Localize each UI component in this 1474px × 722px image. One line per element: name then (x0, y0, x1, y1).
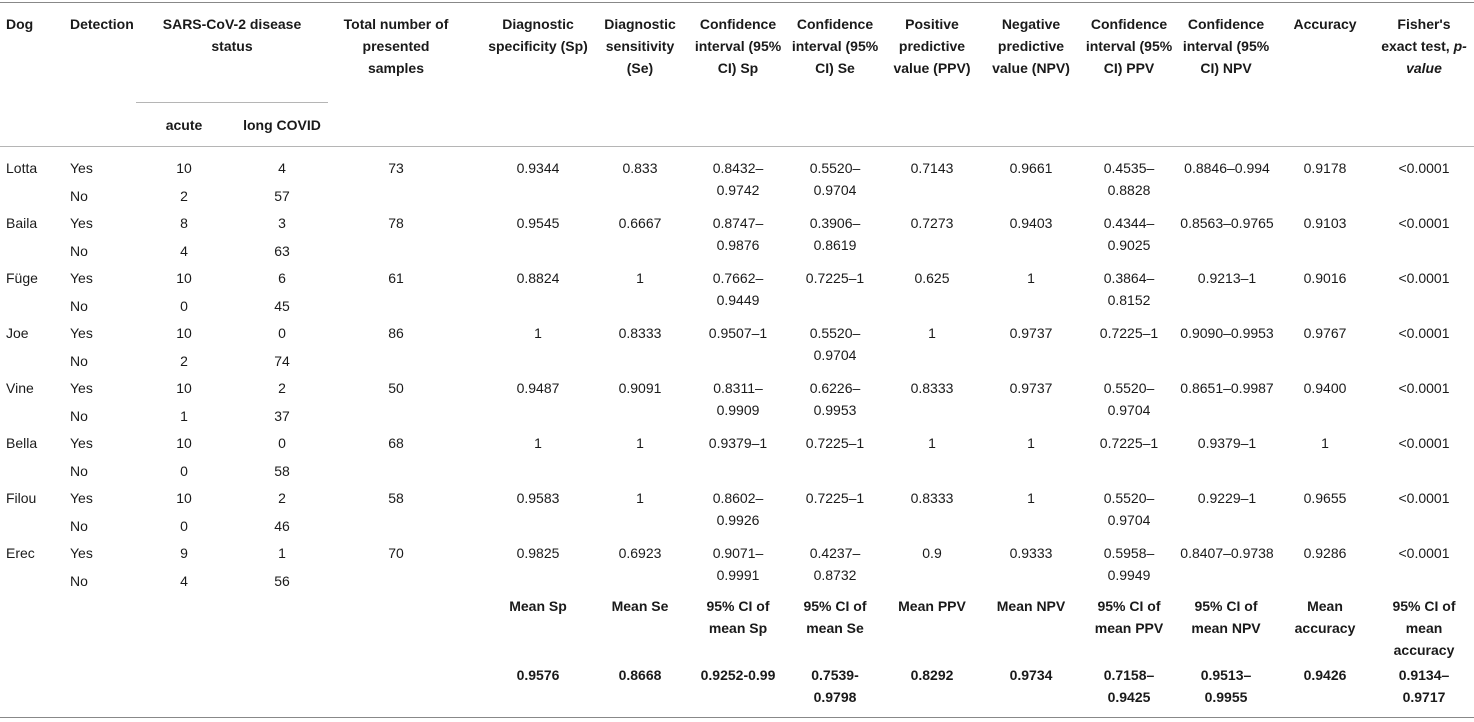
detection-no: No (70, 518, 88, 534)
dog-name: Joe (6, 325, 29, 341)
cell-ppv: 0.9 (922, 545, 942, 561)
header-ci-ppv: Confidence interval (95% CI) PPV (1085, 16, 1173, 76)
cell-ppv: 1 (928, 435, 936, 451)
cell-se: 0.9091 (618, 380, 662, 396)
cell-ppv: 0.625 (914, 270, 950, 286)
cell-total: 73 (388, 160, 404, 176)
cell-p: <0.0001 (1398, 490, 1450, 506)
cell-sp: 0.9487 (516, 380, 560, 396)
cell-ppv: 0.8333 (910, 380, 954, 396)
cell-sp: 0.9825 (516, 545, 560, 561)
cell-sp: 0.8824 (516, 270, 560, 286)
detection-no: No (70, 353, 88, 369)
cell-ppv: 0.7273 (910, 215, 954, 231)
cell-ci-sp: 0.7662–0.9449 (712, 270, 764, 308)
yes-acute-count: 10 (176, 490, 192, 506)
cell-se: 0.8333 (618, 325, 662, 341)
no-long-covid-count: 58 (274, 463, 290, 479)
cell-se: 1 (636, 490, 644, 506)
yes-long-covid-count: 6 (278, 270, 286, 286)
cell-se: 1 (636, 270, 644, 286)
cell-total: 50 (388, 380, 404, 396)
cell-ci-se: 0.7225–1 (805, 490, 865, 506)
no-acute-count: 2 (180, 188, 188, 204)
cell-se: 0.833 (622, 160, 658, 176)
cell-total: 58 (388, 490, 404, 506)
cell-npv: 1 (1027, 270, 1035, 286)
cell-ci-ppv: 0.5520–0.9704 (1103, 380, 1155, 418)
dog-name: Erec (6, 545, 35, 561)
yes-long-covid-count: 1 (278, 545, 286, 561)
cell-acc: 0.9103 (1303, 215, 1347, 231)
header-dog: Dog (6, 16, 34, 32)
summary-value-ci-accuracy: 0.9134–0.9717 (1398, 667, 1450, 705)
header-fisher-p: p-value (1406, 38, 1467, 76)
no-acute-count: 0 (180, 463, 188, 479)
detection-no: No (70, 463, 88, 479)
cell-se: 0.6667 (618, 215, 662, 231)
cell-ppv: 0.8333 (910, 490, 954, 506)
detection-no: No (70, 408, 88, 424)
summary-header-ci-npv: 95% CI of mean NPV (1191, 598, 1261, 636)
cell-acc: 1 (1321, 435, 1329, 451)
detection-no: No (70, 298, 88, 314)
detection-yes: Yes (70, 215, 93, 231)
cell-npv: 0.9737 (1009, 380, 1053, 396)
header-ci-se: Confidence interval (95% CI) Se (791, 16, 879, 76)
summary-header-npv: Mean NPV (996, 598, 1066, 614)
table-bottom-rule (0, 717, 1474, 718)
header-sp: Diagnostic specificity (Sp) (488, 16, 588, 54)
summary-header-ci-se: 95% CI of mean Se (803, 598, 867, 636)
header-npv: Negative predictive value (NPV) (992, 16, 1070, 76)
detection-yes: Yes (70, 380, 93, 396)
summary-value-npv: 0.9734 (1009, 667, 1053, 683)
yes-acute-count: 10 (176, 325, 192, 341)
cell-p: <0.0001 (1398, 545, 1450, 561)
yes-acute-count: 10 (176, 160, 192, 176)
cell-ci-npv: 0.8846–0.994 (1184, 160, 1270, 176)
cell-ci-se: 0.5520–0.9704 (809, 325, 861, 363)
cell-ppv: 1 (928, 325, 936, 341)
header-ppv: Positive predictive value (PPV) (893, 16, 971, 76)
yes-acute-count: 10 (176, 270, 192, 286)
no-acute-count: 4 (180, 573, 188, 589)
cell-ci-npv: 0.8563–0.9765 (1180, 215, 1274, 231)
dog-name: Lotta (6, 160, 38, 176)
cell-total: 61 (388, 270, 404, 286)
summary-value-ci-ppv: 0.7158–0.9425 (1103, 667, 1155, 705)
summary-value-ci-se: 0.7539-0.9798 (811, 667, 859, 705)
cell-ci-sp: 0.9071–0.9991 (712, 545, 764, 583)
cell-npv: 0.9737 (1009, 325, 1053, 341)
no-long-covid-count: 74 (274, 353, 290, 369)
header-total: Total number of presented samples (343, 16, 449, 76)
no-long-covid-count: 37 (274, 408, 290, 424)
cell-ci-npv: 0.8651–0.9987 (1180, 380, 1274, 396)
header-accuracy: Accuracy (1293, 16, 1357, 32)
summary-value-ppv: 0.8292 (910, 667, 954, 683)
cell-p: <0.0001 (1398, 215, 1450, 231)
header-se: Diagnostic sensitivity (Se) (604, 16, 676, 76)
no-long-covid-count: 45 (274, 298, 290, 314)
yes-acute-count: 10 (176, 380, 192, 396)
detection-yes: Yes (70, 270, 93, 286)
cell-acc: 0.9178 (1303, 160, 1347, 176)
cell-npv: 0.9333 (1009, 545, 1053, 561)
cell-ci-sp: 0.8432–0.9742 (712, 160, 764, 198)
cell-p: <0.0001 (1398, 380, 1450, 396)
cell-sp: 0.9583 (516, 490, 560, 506)
detection-yes: Yes (70, 545, 93, 561)
yes-long-covid-count: 4 (278, 160, 286, 176)
summary-header-ppv: Mean PPV (898, 598, 966, 614)
cell-npv: 0.9403 (1009, 215, 1053, 231)
table-top-rule (0, 2, 1474, 3)
header-ci-sp: Confidence interval (95% CI) Sp (694, 16, 782, 76)
cell-p: <0.0001 (1398, 160, 1450, 176)
detection-yes: Yes (70, 325, 93, 341)
cell-acc: 0.9400 (1303, 380, 1347, 396)
header-long-covid: long COVID (243, 117, 321, 133)
detection-yes: Yes (70, 160, 93, 176)
cell-npv: 0.9661 (1009, 160, 1053, 176)
cell-ci-ppv: 0.3864–0.8152 (1103, 270, 1155, 308)
cell-acc: 0.9016 (1303, 270, 1347, 286)
summary-value-sp: 0.9576 (516, 667, 560, 683)
cell-ci-ppv: 0.7225–1 (1099, 325, 1159, 341)
cell-total: 68 (388, 435, 404, 451)
cell-ppv: 0.7143 (910, 160, 954, 176)
summary-value-ci-sp: 0.9252-0.99 (700, 667, 776, 683)
summary-value-ci-npv: 0.9513–0.9955 (1200, 667, 1252, 705)
cell-total: 70 (388, 545, 404, 561)
yes-long-covid-count: 2 (278, 380, 286, 396)
cell-p: <0.0001 (1398, 435, 1450, 451)
summary-value-se: 0.8668 (618, 667, 662, 683)
detection-no: No (70, 573, 88, 589)
dog-name: Vine (6, 380, 34, 396)
header-acute: acute (165, 117, 203, 133)
dog-name: Baila (6, 215, 38, 231)
no-long-covid-count: 56 (274, 573, 290, 589)
cell-se: 0.6923 (618, 545, 662, 561)
cell-ci-sp: 0.8311–0.9909 (713, 380, 763, 418)
no-acute-count: 2 (180, 353, 188, 369)
cell-acc: 0.9655 (1303, 490, 1347, 506)
no-acute-count: 0 (180, 518, 188, 534)
detection-no: No (70, 188, 88, 204)
cell-sp: 0.9545 (516, 215, 560, 231)
dog-name: Füge (6, 270, 38, 286)
summary-header-sp: Mean Sp (509, 598, 567, 614)
no-long-covid-count: 63 (274, 243, 290, 259)
header-fisher-text: Fisher's exact test, (1381, 16, 1451, 54)
cell-ci-sp: 0.8602–0.9926 (712, 490, 764, 528)
cell-ci-se: 0.6226–0.9953 (809, 380, 861, 418)
detection-yes: Yes (70, 435, 93, 451)
summary-header-accuracy: Mean accuracy (1294, 598, 1356, 636)
dog-name: Bella (6, 435, 38, 451)
summary-value-accuracy: 0.9426 (1303, 667, 1347, 683)
cell-acc: 0.9767 (1303, 325, 1347, 341)
status-subheader-rule (136, 102, 328, 103)
cell-ci-npv: 0.9090–0.9953 (1180, 325, 1274, 341)
cell-ci-npv: 0.9213–1 (1197, 270, 1257, 286)
summary-header-ci-ppv: 95% CI of mean PPV (1094, 598, 1164, 636)
cell-ci-se: 0.4237–0.8732 (809, 545, 861, 583)
header-bottom-rule (0, 146, 1474, 147)
no-acute-count: 1 (180, 408, 188, 424)
cell-ci-se: 0.7225–1 (805, 270, 865, 286)
cell-ci-se: 0.7225–1 (805, 435, 865, 451)
cell-ci-ppv: 0.5958–0.9949 (1103, 545, 1155, 583)
cell-acc: 0.9286 (1303, 545, 1347, 561)
cell-ci-se: 0.3906–0.8619 (809, 215, 861, 253)
header-fisher (1378, 13, 1470, 79)
yes-long-covid-count: 2 (278, 490, 286, 506)
no-long-covid-count: 57 (274, 188, 290, 204)
summary-header-ci-accuracy: 95% CI of mean accuracy (1392, 598, 1456, 658)
detection-yes: Yes (70, 490, 93, 506)
cell-ci-ppv: 0.5520–0.9704 (1103, 490, 1155, 528)
cell-ci-npv: 0.9379–1 (1197, 435, 1257, 451)
cell-sp: 1 (534, 325, 542, 341)
cell-p: <0.0001 (1398, 325, 1450, 341)
yes-long-covid-count: 3 (278, 215, 286, 231)
header-status: SARS-CoV-2 disease status (162, 16, 302, 54)
cell-se: 1 (636, 435, 644, 451)
cell-total: 78 (388, 215, 404, 231)
no-acute-count: 4 (180, 243, 188, 259)
detection-no: No (70, 243, 88, 259)
cell-ci-sp: 0.8747–0.9876 (712, 215, 764, 253)
yes-acute-count: 10 (176, 435, 192, 451)
header-ci-npv: Confidence interval (95% CI) NPV (1182, 16, 1270, 76)
cell-npv: 1 (1027, 490, 1035, 506)
cell-ci-sp: 0.9379–1 (708, 435, 768, 451)
cell-ci-ppv: 0.4535–0.8828 (1103, 160, 1155, 198)
yes-long-covid-count: 0 (278, 435, 286, 451)
cell-ci-ppv: 0.7225–1 (1099, 435, 1159, 451)
cell-p: <0.0001 (1398, 270, 1450, 286)
cell-sp: 1 (534, 435, 542, 451)
cell-total: 86 (388, 325, 404, 341)
header-detection: Detection (70, 16, 134, 32)
summary-header-ci-sp: 95% CI of mean Sp (706, 598, 770, 636)
cell-sp: 0.9344 (516, 160, 560, 176)
yes-acute-count: 8 (180, 215, 188, 231)
cell-ci-npv: 0.8407–0.9738 (1180, 545, 1274, 561)
cell-ci-npv: 0.9229–1 (1197, 490, 1257, 506)
yes-long-covid-count: 0 (278, 325, 286, 341)
cell-ci-sp: 0.9507–1 (708, 325, 768, 341)
cell-ci-ppv: 0.4344–0.9025 (1103, 215, 1155, 253)
yes-acute-count: 9 (180, 545, 188, 561)
cell-npv: 1 (1027, 435, 1035, 451)
no-acute-count: 0 (180, 298, 188, 314)
no-long-covid-count: 46 (274, 518, 290, 534)
summary-header-se: Mean Se (611, 598, 669, 614)
dog-name: Filou (6, 490, 37, 506)
cell-ci-se: 0.5520–0.9704 (809, 160, 861, 198)
